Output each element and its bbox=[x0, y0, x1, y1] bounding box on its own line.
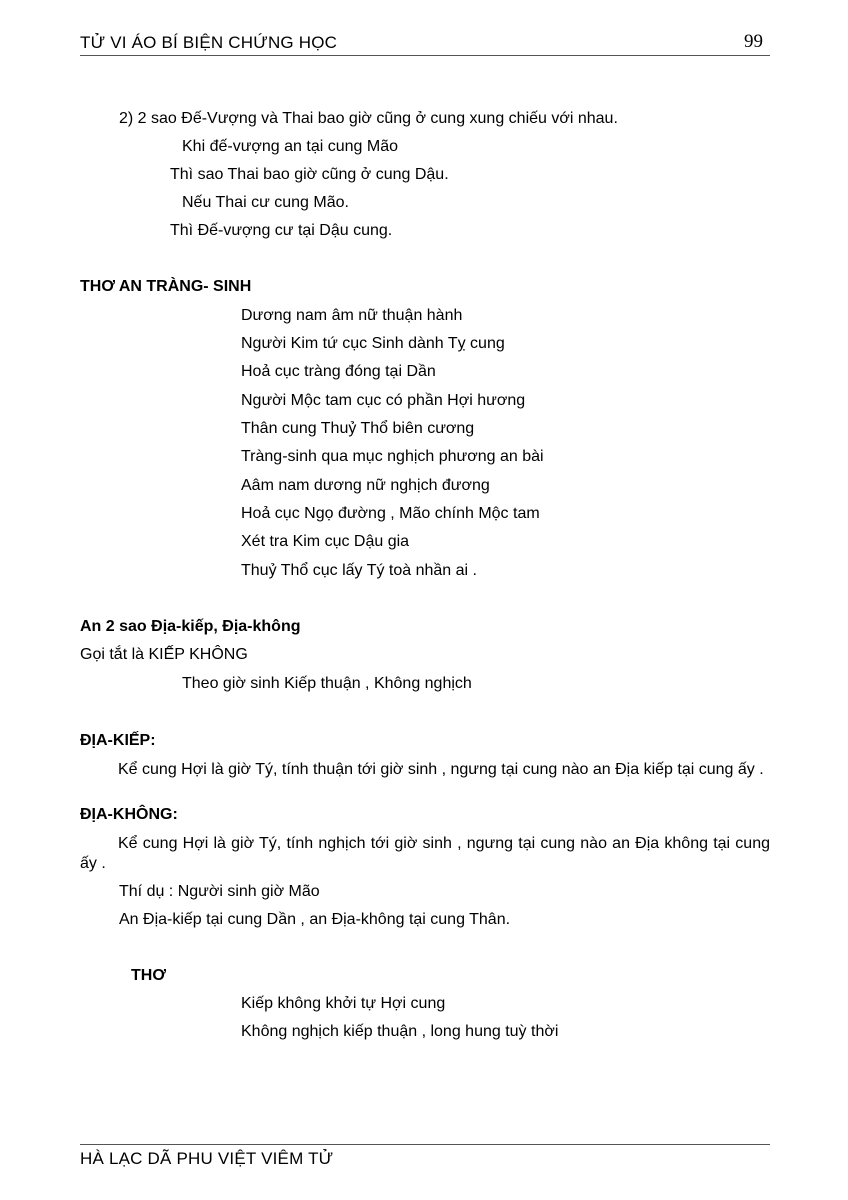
page-number: 99 bbox=[744, 31, 763, 52]
header-rule bbox=[80, 55, 770, 56]
poem-line: Không nghịch kiếp thuận , long hung tuỳ thời bbox=[241, 1023, 559, 1040]
label-dia-khong: ĐỊA-KHÔNG: bbox=[80, 806, 178, 823]
footer-rule bbox=[80, 1144, 770, 1145]
verse-line: Thì Đế-vượng cư tại Dậu cung. bbox=[170, 222, 393, 239]
poem-line: Xét tra Kim cục Dậu gia bbox=[241, 533, 410, 550]
paragraph-dia-khong: Kể cung Hợi là giờ Tý, tính nghịch tới giờ sinh , ngưng tại cung nào an Địa không tại cung ấy . bbox=[80, 835, 770, 872]
verse-line: Khi đế-vượng an tại cung Mão bbox=[182, 138, 398, 155]
poem-line: Aâm nam dương nữ nghịch đương bbox=[241, 477, 490, 494]
numbered-item-2: 2) 2 sao Đế-Vượng và Thai bao giờ cũng ở cung xung chiếu với nhau. bbox=[119, 110, 618, 127]
section-heading-tho: THƠ bbox=[131, 967, 166, 984]
label-dia-kiep: ĐỊA-KIẾP: bbox=[80, 732, 156, 749]
section-subtitle: Gọi tắt là KIẾP KHÔNG bbox=[80, 646, 248, 663]
poem-line: Kiếp không khởi tự Hợi cung bbox=[241, 995, 446, 1012]
poem-line: Người Kim tứ cục Sinh dành Tỵ cung bbox=[241, 335, 505, 352]
poem-line: Thân cung Thuỷ Thổ biên cương bbox=[241, 420, 475, 437]
header-title: TỬ VI ÁO BÍ BIỆN CHỨNG HỌC bbox=[80, 33, 338, 52]
poem-line: Dương nam âm nữ thuận hành bbox=[241, 307, 463, 324]
poem-line: Tràng-sinh qua mục nghịch phương an bài bbox=[241, 448, 544, 465]
rule-line: Theo giờ sinh Kiếp thuận , Không nghịch bbox=[182, 675, 472, 692]
poem-line: Hoả cục Ngọ đường , Mão chính Mộc tam bbox=[241, 505, 540, 522]
poem-line: Người Mộc tam cục có phần Hợi hương bbox=[241, 392, 526, 409]
paragraph-dia-kiep: Kể cung Hợi là giờ Tý, tính thuận tới giờ sinh , ngưng tại cung nào an Địa kiếp tại cung ấy . bbox=[118, 761, 764, 778]
verse-line: Nếu Thai cư cung Mão. bbox=[182, 194, 349, 211]
example-line: An Địa-kiếp tại cung Dần , an Địa-không tại cung Thân. bbox=[119, 911, 511, 928]
footer-text: HÀ LẠC DÃ PHU VIỆT VIÊM TỬ bbox=[80, 1149, 334, 1168]
poem-line: Hoả cục tràng đóng tại Dần bbox=[241, 363, 436, 380]
section-heading-trang-sinh: THƠ AN TRÀNG- SINH bbox=[80, 278, 252, 295]
poem-line: Thuỷ Thổ cục lấy Tý toà nhần ai . bbox=[241, 562, 477, 579]
example-line: Thí dụ : Người sinh giờ Mão bbox=[119, 883, 320, 900]
verse-line: Thì sao Thai bao giờ cũng ở cung Dậu. bbox=[170, 166, 449, 183]
section-heading-dia-kiep-khong: An 2 sao Địa-kiếp, Địa-không bbox=[80, 618, 301, 635]
